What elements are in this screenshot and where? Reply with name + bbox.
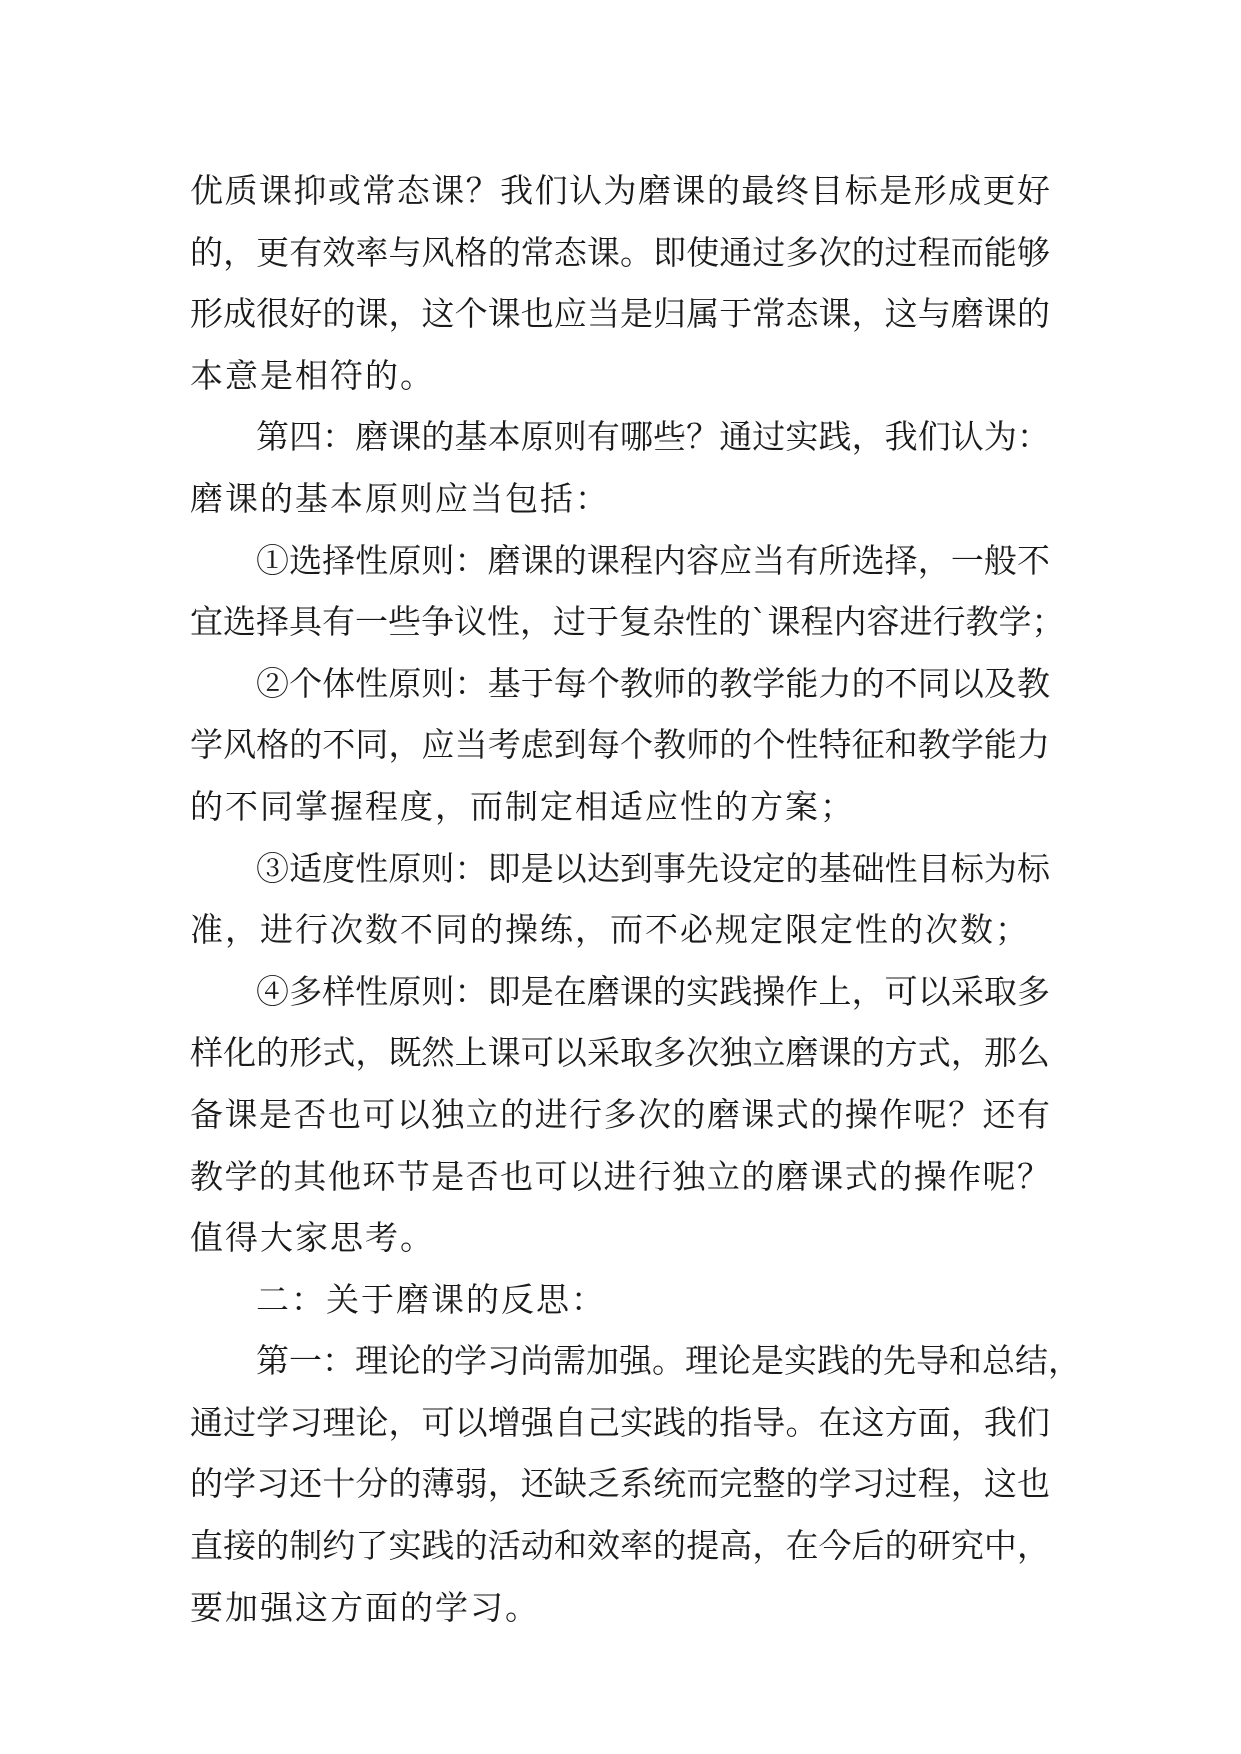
text-line: 第一：理论的学习尚需加强。理论是实践的先导和总结， [256, 1341, 1081, 1381]
text-line: 本意是相符的。 [190, 355, 435, 395]
text-line: ②个体性原则：基于每个教师的教学能力的不同以及教 [256, 663, 1050, 703]
document-body [190, 160, 1081, 1638]
text-line: 宜选择具有一些争议性，过于复杂性的`课程内容进行教学； [190, 602, 1065, 642]
text-line: 备课是否也可以独立的进行多次的磨课式的操作呢？还有 [190, 1094, 1050, 1134]
text-line: ④多样性原则：即是在磨课的实践操作上，可以采取多 [256, 971, 1050, 1011]
text-line: 直接的制约了实践的活动和效率的提高，在今后的研究中， [190, 1526, 1050, 1566]
text-line: ③适度性原则：即是以达到事先设定的基础性目标为标 [256, 848, 1050, 888]
text-line: 值得大家思考。 [190, 1218, 435, 1258]
text-line: 样化的形式，既然上课可以采取多次独立磨课的方式，那么 [190, 1033, 1050, 1073]
text-line: 的学习还十分的薄弱，还缺乏系统而完整的学习过程，这也 [190, 1464, 1050, 1504]
text-line: 第四：磨课的基本原则有哪些？通过实践，我们认为： [256, 417, 1050, 457]
text-line: 二：关于磨课的反思： [256, 1279, 606, 1319]
text-line: 学风格的不同，应当考虑到每个教师的个性特征和教学能力 [190, 725, 1050, 765]
text-line: 的不同掌握程度，而制定相适应性的方案； [190, 786, 855, 826]
text-line: 形成很好的课，这个课也应当是归属于常态课，这与磨课的 [190, 294, 1050, 334]
text-line: 准，进行次数不同的操练，而不必规定限定性的次数； [190, 910, 1030, 950]
text-line: 的，更有效率与风格的常态课。即使通过多次的过程而能够 [190, 232, 1050, 272]
text-line: 优质课抑或常态课？我们认为磨课的最终目标是形成更好 [190, 171, 1050, 210]
text-line: 教学的其他环节是否也可以进行独立的磨课式的操作呢？ [190, 1156, 1050, 1196]
text-line: 要加强这方面的学习。 [190, 1587, 540, 1627]
text-line: ①选择性原则：磨课的课程内容应当有所选择，一般不 [256, 540, 1050, 580]
text-line: 通过学习理论，可以增强自己实践的指导。在这方面，我们 [190, 1402, 1050, 1442]
text-line: 磨课的基本原则应当包括： [190, 478, 610, 518]
